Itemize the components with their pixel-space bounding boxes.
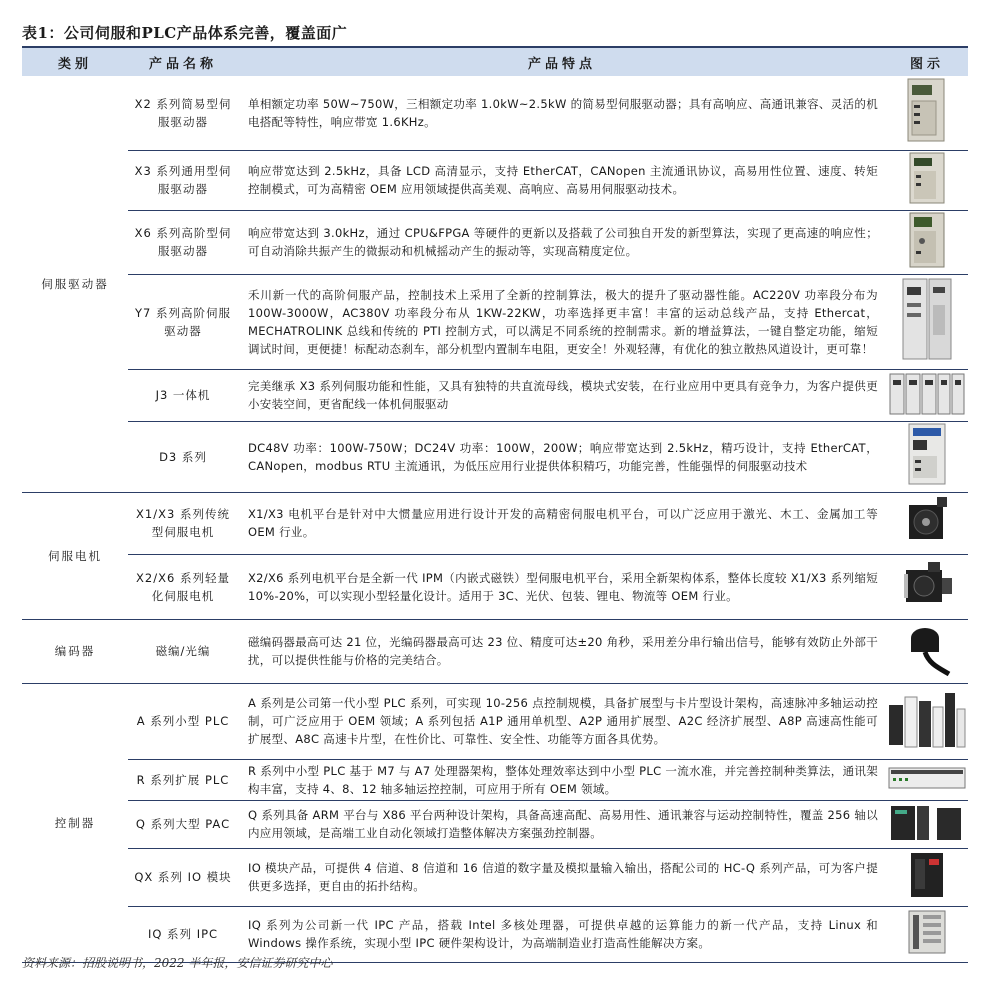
product-image-cell — [886, 800, 968, 848]
product-image-cell — [886, 554, 968, 619]
ipc-icon — [899, 907, 955, 962]
category-cell: 伺服驱动器 — [22, 76, 128, 492]
product-features: Q 系列具备 ARM 平台与 X86 平台两种设计架构，具备高速高配、高易用性、通讯兼容与运动控制特性，覆盖 256 轴以内应用领域，是高端工业自动化领域打造整体解决方案强劲控制器。 — [238, 800, 886, 848]
category-cell: 控制器 — [22, 683, 128, 962]
product-name: X1/X3 系列传统型伺服电机 — [128, 492, 238, 554]
category-cell: 编码器 — [22, 619, 128, 683]
category-cell: 伺服电机 — [22, 492, 128, 619]
product-features: 单相额定功率 50W~750W，三相额定功率 1.0kW~2.5kW 的简易型伺服驱动器；具有高响应、高通讯兼容、灵活的机电搭配等特性，响应带宽 1.6KHz。 — [238, 76, 886, 150]
product-image-cell — [886, 492, 968, 554]
servo-drive-icon — [899, 275, 955, 368]
product-image-cell — [886, 906, 968, 962]
header-features: 产品特点 — [238, 47, 886, 76]
product-features: IQ 系列为公司新一代 IPC 产品，搭载 Intel 多核处理器，可提供卓越的运算能力的新一代产品，支持 Linux 和 Windows 操作系统，实现小型 IPC 硬件架构设计，为高端制造业打造高性能解决方案。 — [238, 906, 886, 962]
product-name: X3 系列通用型伺服驱动器 — [128, 150, 238, 210]
product-image-cell — [886, 848, 968, 906]
table-row — [22, 421, 968, 492]
product-name: A 系列小型 PLC — [128, 683, 238, 759]
product-features: 响应带宽达到 2.5kHz，具备 LCD 高清显示，支持 EtherCAT，CANopen 主流通讯协议，高易用性位置、速度、转矩控制模式，可为高精密 OEM 应用领域提供高美观、高响应、高易用伺服驱动技术。 — [238, 150, 886, 210]
table-row — [22, 800, 968, 848]
product-name: Q 系列大型 PAC — [128, 800, 238, 848]
product-image-cell — [886, 274, 968, 369]
product-name: X6 系列高阶型伺服驱动器 — [128, 210, 238, 274]
table-row — [22, 150, 968, 210]
product-features: 禾川新一代的高阶伺服产品，控制技术上采用了全新的控制算法，极大的提升了驱动器性能。AC220V 功率段分布为 100W-3000W，AC380V 功率段分布从 1KW-22KW，功率选择更丰富！丰富的运动总线产品，支持 Ethercat，MECHATROLINK 总线和传统的 PTI 控制方式，可以满足不同系统的控制需求。新的增益算法，一键自整定功能，缩短调试时间，更便捷！标配动态刹车，部分机型内置制车电阻，更安全！外观轻薄，有优化的独立散热风道设计，更可靠！ — [238, 274, 886, 369]
header-row — [22, 47, 968, 76]
product-features: 完美继承 X3 系列伺服功能和性能，又具有独特的共直流母线，模块式安装，在行业应用中更具有竞争力，为客户提供更小安装空间，更省配线一体机伺服驱动 — [238, 369, 886, 421]
plc-expansion-icon — [887, 762, 967, 797]
servo-drive-icon — [902, 77, 952, 148]
servo-motor-icon — [899, 493, 955, 554]
servo-drive-icon — [902, 151, 952, 210]
product-image-cell — [886, 150, 968, 210]
encoder-icon — [899, 620, 955, 683]
pac-controller-icon — [889, 802, 965, 847]
table-title: 表1：公司伺服和PLC产品体系完善，覆盖面广 — [22, 24, 348, 42]
product-image-cell — [886, 421, 968, 492]
product-image-cell — [886, 759, 968, 800]
source-note: 资料来源：招股说明书，2022 半年报，安信证券研究中心 — [22, 956, 333, 970]
product-name: Y7 系列高阶伺服驱动器 — [128, 274, 238, 369]
product-features: 磁编码器最高可达 21 位，光编码器最高可达 23 位、精度可达±20 角秒，采用差分串行输出信号，能够有效防止外部干扰，可以提供性能与价格的完美结合。 — [238, 619, 886, 683]
product-image-cell — [886, 210, 968, 274]
product-image-cell — [886, 76, 968, 150]
table-row — [22, 619, 968, 683]
product-table — [22, 46, 968, 963]
table-row — [22, 848, 968, 906]
product-name: 磁编/光编 — [128, 619, 238, 683]
product-features: R 系列中小型 PLC 基于 M7 与 A7 处理器架构，整体处理效率达到中小型 PLC 一流水准，并完善控制种类算法，通讯架构丰富，支持 4、8、12 轴多轴运控控制，可应用于所有 OEM 领域。 — [238, 759, 886, 800]
servo-drive-icon — [902, 211, 952, 274]
table-row — [22, 210, 968, 274]
product-name: QX 系列 IO 模块 — [128, 848, 238, 906]
servo-motor-icon — [898, 556, 956, 617]
table-row — [22, 554, 968, 619]
product-name: IQ 系列 IPC — [128, 906, 238, 962]
header-category: 类别 — [22, 47, 128, 76]
table-row — [22, 683, 968, 759]
product-name: X2 系列简易型伺服驱动器 — [128, 76, 238, 150]
product-name: R 系列扩展 PLC — [128, 759, 238, 800]
servo-drive-icon — [901, 422, 953, 491]
io-module-icon — [899, 849, 955, 906]
product-name: X2/X6 系列轻量化伺服电机 — [128, 554, 238, 619]
product-features: 响应带宽达到 3.0kHz，通过 CPU&FPGA 等硬件的更新以及搭载了公司独自开发的新型算法，实现了更高速的响应性；可自动消除共振产生的微振动和机械摇动产生的振动等，实现高精度定位。 — [238, 210, 886, 274]
header-image: 图示 — [886, 47, 968, 76]
header-name: 产品名称 — [128, 47, 238, 76]
product-features: X1/X3 电机平台是针对中大惯量应用进行设计开发的高精密伺服电机平台，可以广泛应用于激光、木工、金属加工等 OEM 行业。 — [238, 492, 886, 554]
product-image-cell — [886, 369, 968, 421]
table-row — [22, 274, 968, 369]
product-image-cell — [886, 683, 968, 759]
product-features: DC48V 功率：100W-750W；DC24V 功率：100W，200W；响应带宽达到 2.5kHz，精巧设计，支持 EtherCAT，CANopen，modbus RTU 主流通讯，为低压应用行业提供体积精巧，功能完善，性能强悍的伺服驱动技术 — [238, 421, 886, 492]
integrated-drive-icon — [888, 370, 966, 421]
table-row — [22, 369, 968, 421]
product-features: A 系列是公司第一代小型 PLC 系列，可实现 10-256 点控制规模，具备扩展型与卡片型设计架构，高速脉冲多轴运动控制，可广泛应用于 OEM 领域；A 系列包括 A1P 通用单机型、A2P 通用扩展型、A2C 经济扩展型、A8P 高速高性能可扩展型、A8C 高速卡片型，在性价比、可靠性、安全性、功能等方面各具优势。 — [238, 683, 886, 759]
product-name: J3 一体机 — [128, 369, 238, 421]
product-features: IO 模块产品，可提供 4 信道、8 信道和 16 信道的数字量及模拟量输入输出，搭配公司的 HC-Q 系列产品，可为客户提供更多选择，更自由的拓扑结构。 — [238, 848, 886, 906]
table-row — [22, 759, 968, 800]
plc-modules-icon — [887, 687, 967, 756]
product-name: D3 系列 — [128, 421, 238, 492]
table-row — [22, 76, 968, 150]
table-row — [22, 492, 968, 554]
product-features: X2/X6 系列电机平台是全新一代 IPM（内嵌式磁铁）型伺服电机平台，采用全新架构体系，整体长度较 X1/X3 系列缩短 10%-20%，可以实现小型轻量化设计。适用于 3C、光伏、包装、锂电、物流等 OEM 行业。 — [238, 554, 886, 619]
product-image-cell — [886, 619, 968, 683]
